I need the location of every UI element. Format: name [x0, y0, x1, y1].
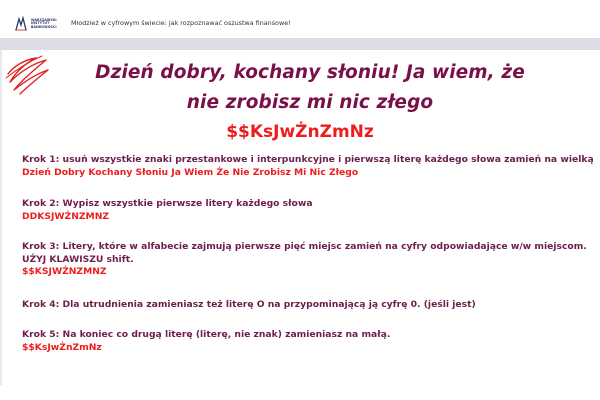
header-divider [0, 38, 600, 50]
logo-wordmark [31, 19, 57, 30]
final-password: $$KsJwŻnZmNz [226, 122, 374, 142]
step-4 [22, 299, 592, 312]
step-1 [22, 154, 592, 179]
presentation-title: Młodzież w cyfrowym świecie: jak rozpoznawać oszustwa finansowe! [71, 19, 291, 27]
slide-headline [60, 58, 560, 118]
logo-text-line: BANKOWOŚCI [31, 24, 57, 29]
step-result: $$KsJwŻnZmNz [22, 341, 102, 353]
step-label: Krok 2: Wypisz wszystkie pierwsze litery każdego słowa [22, 198, 313, 209]
step-label: Krok 5: Na koniec co drugą literę (literę, nie znak) zamieniasz na małą. [22, 329, 391, 340]
red-scribble-icon [2, 52, 52, 102]
step-result: Dzień Dobry Kochany Słoniu Ja Wiem Że Nie Zrobisz Mi Nic Złego [22, 166, 359, 178]
step-result: $$KSJWŻNZMNZ [22, 266, 107, 277]
step-label-line2: UŻYJ KLAWISZU shift. [22, 253, 134, 265]
step-result: DDKSJWŻNZMNZ [22, 210, 110, 222]
step-2 [22, 198, 592, 223]
institute-logo [14, 14, 66, 34]
step-5 [22, 329, 592, 354]
headline-line: nie zrobisz mi nic złego [186, 92, 434, 113]
step-label: Krok 1: usuń wszystkie znaki przestankowe i interpunkcyjne i pierwszą literę każdego słowa zamień na wielką [22, 154, 594, 165]
presentation-header [0, 0, 600, 38]
headline-line: Dzień dobry, kochany słoniu! Ja wiem, że [95, 62, 525, 83]
bank-institute-logo-icon [14, 16, 28, 32]
logo-text-line: WARSZAWSKI [31, 17, 57, 22]
step-3 [22, 241, 592, 279]
step-label: Krok 4: Dla utrudnienia zamieniasz też literę O na przypominającą ją cyfrę 0. (jeśli jest) [22, 299, 476, 310]
step-label: Krok 3: Litery, które w alfabecie zajmują pierwsze pięć miejsc zamień na cyfry odpowiadające w/w miejscom. [22, 241, 587, 252]
logo-text-line: INSTYTUT [31, 21, 50, 26]
